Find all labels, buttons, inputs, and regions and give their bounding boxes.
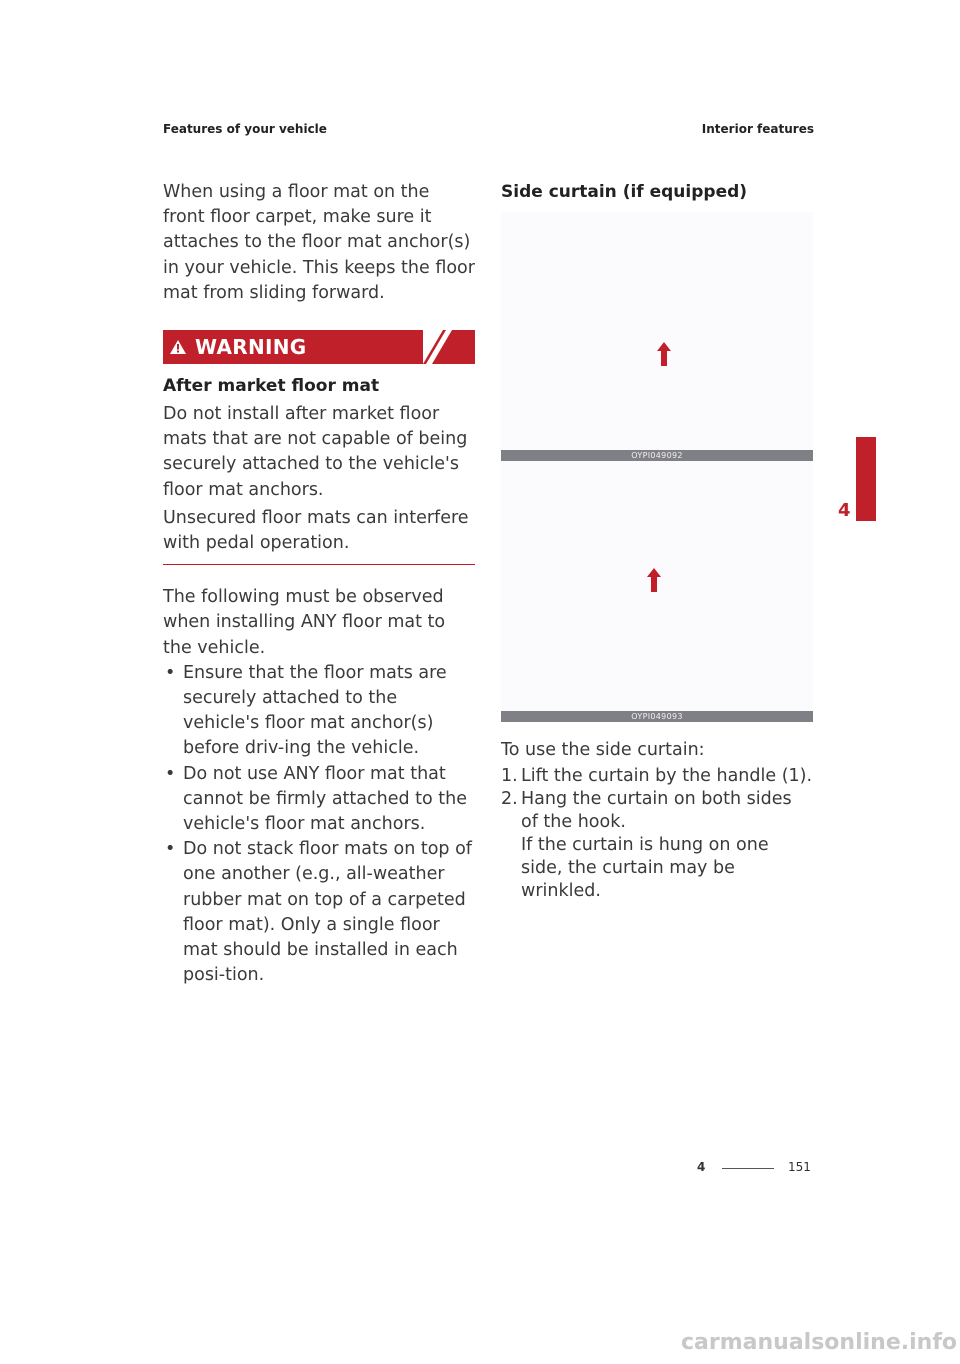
page-footer xyxy=(690,1160,814,1178)
list-item xyxy=(163,661,475,762)
running-header-section: Features of your vehicle xyxy=(163,122,327,136)
warning-paragraph: Do not install after market floor mats that are not capable of being securely attached to the vehicle's floor mat anchors. xyxy=(163,404,468,500)
step-note: If the curtain is hung on one side, the curtain may be wrinkled. xyxy=(521,835,769,902)
left-column xyxy=(163,180,475,988)
warning-paragraph: Unsecured floor mats can interfere with pedal operation. xyxy=(163,507,469,554)
step-number: 2. xyxy=(501,789,518,810)
warning-title: After market floor mat xyxy=(163,376,380,397)
requirements-list xyxy=(163,661,475,989)
intro-paragraph: When using a floor mat on the front floor carpet, make sure it attaches to the floor mat anchor(s) in your vehicle. This keeps the floor mat from sliding forward. xyxy=(163,182,475,303)
list-item xyxy=(501,765,813,788)
right-column xyxy=(501,180,813,903)
list-item xyxy=(501,788,813,903)
bullet-glyph: • xyxy=(165,839,176,860)
warning-banner xyxy=(163,330,475,364)
running-header-topic: Interior features xyxy=(701,122,814,136)
watermark: carmanualsonline.info xyxy=(681,1330,957,1355)
list-item xyxy=(163,837,475,988)
up-arrow-icon xyxy=(657,342,671,366)
list-item-text: Do not use ANY floor mat that cannot be firmly attached to the vehicle's floor mat anchors. xyxy=(183,763,468,835)
chapter-tab-number: 4 xyxy=(838,500,851,521)
figure-caption: OYPI049093 xyxy=(501,711,813,722)
list-item xyxy=(163,762,475,838)
figure-caption: OYPI049092 xyxy=(501,450,813,461)
steps-list xyxy=(501,765,813,903)
section-title: Side curtain (if equipped) xyxy=(501,182,748,202)
chapter-tab xyxy=(856,437,876,521)
list-item-text: Ensure that the floor mats are securely attached to the vehicle's floor mat anchor(s) before driv-ing the vehicle. xyxy=(183,662,447,759)
figure-side-curtain-2 xyxy=(501,461,813,711)
page-number: 151 xyxy=(788,1160,811,1174)
bullet-glyph: • xyxy=(165,763,176,784)
step-number: 1. xyxy=(501,766,518,787)
figure-side-curtain-1 xyxy=(501,212,813,450)
warning-stripes xyxy=(423,330,475,364)
footer-chapter: 4 xyxy=(697,1160,706,1174)
warning-triangle-icon xyxy=(169,339,187,355)
up-arrow-icon xyxy=(647,568,661,592)
warning-label: WARNING xyxy=(195,335,307,360)
instructions-intro: To use the side curtain: xyxy=(501,740,705,760)
step-text: Lift the curtain by the handle (1). xyxy=(521,766,813,787)
step-text: Hang the curtain on both sides of the hook. xyxy=(521,789,792,833)
list-item-text: Do not stack floor mats on top of one another (e.g., all-weather rubber mat on top of a carpeted floor mat). Only a single floor mat should be installed in each posi-tion. xyxy=(183,839,472,986)
warning-end-rule xyxy=(163,564,475,565)
bullet-glyph: • xyxy=(165,662,176,683)
following-paragraph: The following must be observed when installing ANY floor mat to the vehicle. xyxy=(163,587,446,658)
footer-divider xyxy=(722,1168,774,1169)
